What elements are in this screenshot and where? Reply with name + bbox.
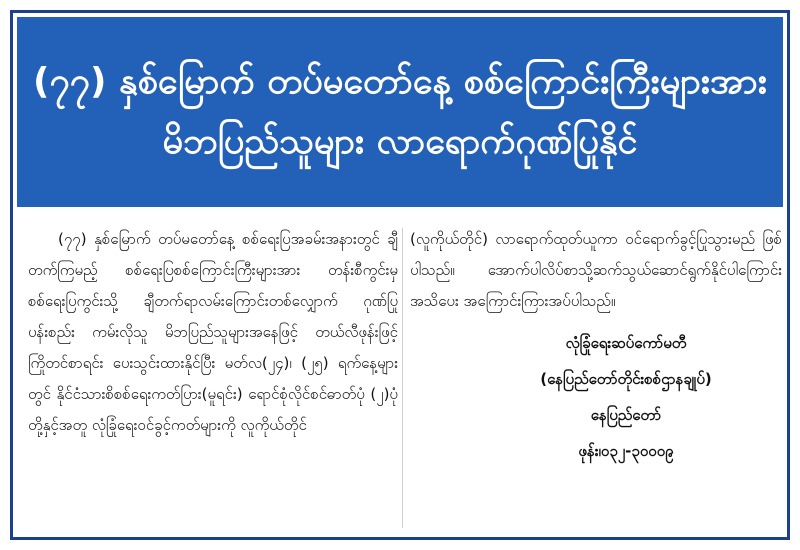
headline-line-1: (၇၇) နှစ်မြောက် တပ်မတော်နေ့ စစ်ကြောင်းကြီးများအား <box>32 61 767 102</box>
headline-banner <box>17 17 783 207</box>
column-divider <box>402 228 403 528</box>
right-column <box>410 224 782 469</box>
signature-headquarters: (နေပြည်တော်တိုင်းစစ်ဌာနချုပ်) <box>540 370 712 388</box>
signature-city: နေပြည်တော် <box>590 406 662 424</box>
headline-line-2: မိဘပြည်သူများ လာရောက်ဂုဏ်ပြုနိုင် <box>162 121 638 162</box>
signature-block <box>410 325 782 469</box>
left-column <box>28 224 398 441</box>
body-paragraph-right: (လူကိုယ်တိုင်) လာရောက်ထုတ်ယူကာ ဝင်ရောက်ခွင့်ပြုသွားမည် ဖြစ်ပါသည်။ အောက်ပါလိပ်စာသို့ဆက်သွယ်ဆောင်ရွက်နိုင်ပါကြောင်း အသိပေး အကြောင်းကြားအပ်ပါသည်။ <box>410 230 782 310</box>
signature-committee: လုံခြုံရေးဆပ်ကော်မတီ <box>565 334 687 352</box>
signature-phone: ဖုန်း၊၀၃၂-၃၀၀၀၉ <box>578 442 674 460</box>
body-paragraph-left: (၇၇) နှစ်မြောက် တပ်မတော်နေ့ စစ်ရေးပြအခမ်းအနားတွင် ချီတက်ကြမည့် စစ်ရေးပြစစ်ကြောင်းကြီးများအား တန်းစီကွင်းမှ စစ်ရေးပြကွင်းသို့ ချီတက်ရာလမ်းကြောင်းတစ်လျှောက် ဂုဏ်ပြု ပန်းစည်း ကမ်းလိုသူ မိဘပြည်သူများအနေဖြင့် တယ်လီဖုန်းဖြင့် ကြိုတင်စာရင်း ပေးသွင်းထားနိုင်ပြီး မတ်လ(၂၄)၊ (၂၅) ရက်နေ့များ တွင် နိုင်ငံသားစိစစ်ရေးကတ်ပြား(မူရင်း) ရောင်စုံလိုင်စင်ဓာတ်ပုံ (၂)ပုံတို့နှင့်အတူ လုံခြုံရေးဝင်ခွင့်ကတ်များကို လူကိုယ်တိုင် <box>28 230 398 434</box>
